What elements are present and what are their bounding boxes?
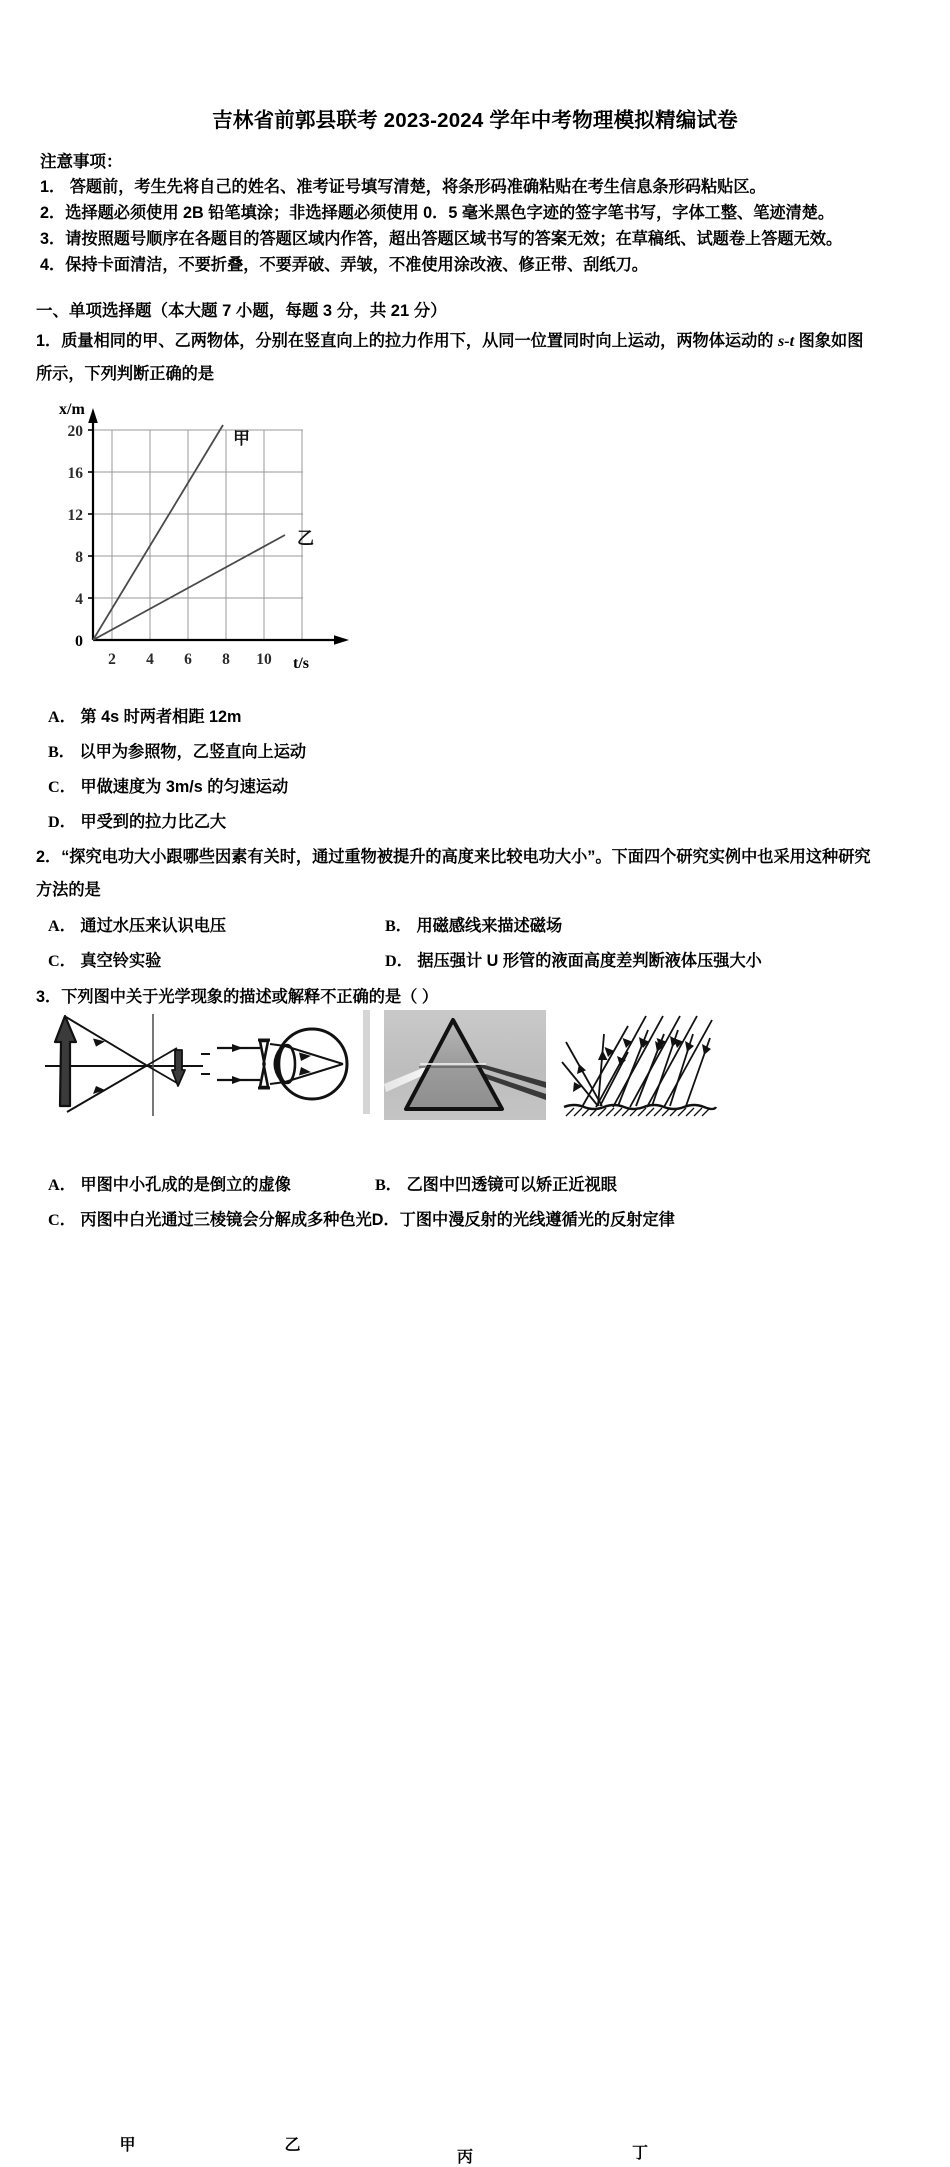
question-1-stem-italic: s-t — [777, 332, 795, 350]
option-text: 甲图中小孔成的是倒立的虚像 — [80, 1176, 291, 1194]
question-1-option-d[interactable] — [48, 808, 226, 832]
notice-item: 4．保持卡面清洁，不要折叠，不要弄破、弄皱，不准使用涂改液、修正带、刮纸刀。 — [40, 256, 648, 274]
option-text: 乙图中凹透镜可以矫正近视眼 — [406, 1176, 617, 1194]
adjacent-image-edge — [363, 1010, 370, 1114]
question-2-stem-text: “探究电功大小跟哪些因素有关时，通过重物被提升的高度来比较电功大小”。下面四个研究实例中也采用这种研究 — [61, 848, 871, 866]
x-axis-arrow — [334, 635, 349, 645]
question-1-option-a[interactable] — [48, 703, 241, 727]
question-2-stem-line-1 — [36, 843, 871, 867]
y-axis-arrow — [88, 408, 98, 423]
pinhole-camera-diagram — [45, 1008, 210, 1118]
ray-lower — [67, 1066, 146, 1112]
option-text: 据压强计 U 形管的液面高度差判断液体压强大小 — [417, 952, 762, 970]
option-label: A． — [48, 1176, 76, 1194]
question-3-stem — [36, 983, 438, 1007]
series-label-yi: 乙 — [297, 529, 314, 548]
question-1-stem-line-2: 所示，下列判断正确的是 — [36, 365, 215, 383]
eyeball — [277, 1029, 347, 1099]
ray-upper-extended — [146, 1065, 177, 1083]
option-label: C． — [48, 1211, 76, 1229]
x-tick-label-8: 8 — [222, 651, 230, 668]
grid-lines — [93, 430, 303, 640]
option-label: A． — [48, 917, 76, 935]
question-2-stem-line-2: 方法的是 — [36, 881, 101, 899]
notice-item: 2．选择题必须使用 2B 铅笔填涂；非选择题必须使用 0．5 毫米黑色字迹的签字笔书写，字体工整、笔迹清楚。 — [40, 204, 835, 222]
question-1-number: 1． — [36, 332, 62, 350]
option-text: 用磁感线来描述磁场 — [416, 917, 563, 935]
option-text: 甲做速度为 3m/s 的匀速运动 — [80, 778, 289, 796]
figure-caption-yi: 乙 — [284, 2137, 301, 2154]
question-1-stem-text-b: 图象如图 — [794, 332, 864, 350]
y-axis-label: x/m — [59, 401, 85, 418]
x-tick-label-6: 6 — [184, 651, 192, 668]
y-tick-label-4: 4 — [75, 591, 83, 608]
section-heading: 一、单项选择题（本大题 7 小题，每题 3 分，共 21 分） — [36, 302, 447, 320]
option-text: 丙图中白光通过三棱镜会分解成多种色光D．丁图中漫反射的光线遵循光的反射定律 — [80, 1211, 675, 1229]
eye-lens — [279, 1045, 295, 1083]
question-2-option-c[interactable] — [48, 947, 161, 971]
option-text: 通过水压来认识电压 — [80, 917, 227, 935]
option-label: B． — [375, 1176, 402, 1194]
x-tick-label-2: 2 — [108, 651, 116, 668]
eye-concave-lens-diagram — [215, 1008, 370, 1118]
pinhole-camera-svg — [45, 1008, 210, 1120]
option-text: 甲受到的拉力比乙大 — [80, 813, 227, 831]
origin-label: 0 — [75, 633, 83, 650]
incident-ray-top-arrowhead — [232, 1044, 243, 1052]
x-axis-label: t/s — [293, 655, 309, 672]
prism-dispersion-svg — [382, 1008, 548, 1130]
notice-item: 1． 答题前，考生先将自己的姓名、准考证号填写清楚，将条形码准确粘贴在考生信息条形码粘贴区。 — [40, 178, 766, 196]
eye-concave-lens-svg — [215, 1008, 370, 1120]
question-3-number: 3． — [36, 988, 62, 1006]
option-label: A． — [48, 708, 76, 726]
x-tick-label-4: 4 — [146, 651, 154, 668]
question-2-option-b[interactable] — [385, 912, 562, 936]
ray-lower-extended — [146, 1048, 177, 1066]
option-label: D． — [48, 813, 76, 831]
option-label: D． — [385, 952, 413, 970]
option-label: B． — [48, 743, 75, 761]
question-3-option-a[interactable] — [48, 1171, 291, 1195]
option-text: 以甲为参照物，乙竖直向上运动 — [79, 743, 307, 761]
object-arrow — [55, 1016, 76, 1106]
y-tick-label-16: 16 — [67, 465, 83, 482]
notice-heading: 注意事项： — [40, 153, 123, 171]
y-tick-label-12: 12 — [67, 507, 83, 524]
question-1-stem-line-1 — [36, 327, 926, 351]
x-tick-label-10: 10 — [256, 651, 272, 668]
figure-caption-ding: 丁 — [631, 2145, 648, 2162]
ray-upper — [66, 1017, 146, 1065]
question-3-option-b[interactable] — [375, 1171, 617, 1195]
incident-ray-bottom-arrowhead — [232, 1076, 243, 1084]
y-tick-label-8: 8 — [75, 549, 83, 566]
page-title: 吉林省前郭县联考 2023-2024 学年中考物理模拟精编试卷 — [212, 109, 738, 132]
diffuse-reflection-svg — [560, 1008, 720, 1126]
series-line-yi — [93, 535, 285, 640]
notice-list — [40, 174, 920, 278]
option-label: C． — [48, 778, 76, 796]
st-graph-svg — [45, 392, 385, 677]
option-text: 真空铃实验 — [80, 952, 162, 970]
notice-item: 3．请按照题号顺序在各题目的答题区域内作答，超出答题区域书写的答案无效；在草稿纸、试题卷上答题无效。 — [40, 230, 843, 248]
question-2-option-a[interactable] — [48, 912, 226, 936]
question-3-stem-text: 下列图中关于光学现象的描述或解释不正确的是（ ） — [61, 988, 439, 1006]
st-graph-figure — [45, 392, 385, 677]
question-2-number: 2． — [36, 848, 62, 866]
y-tick-label-20: 20 — [67, 423, 83, 440]
option-label: C． — [48, 952, 76, 970]
question-1-option-b[interactable] — [48, 738, 306, 762]
option-text: 第 4s 时两者相距 12m — [80, 708, 242, 726]
prism-dispersion-photo — [382, 1008, 548, 1130]
figure-caption-bing: 丙 — [456, 2149, 473, 2166]
option-label: B． — [385, 917, 412, 935]
figure-caption-jia: 甲 — [119, 2137, 136, 2154]
incident-rays-left — [562, 1042, 602, 1106]
question-1-option-c[interactable] — [48, 773, 288, 797]
question-3-option-c-d[interactable] — [48, 1206, 675, 1230]
question-1-stem-text-a: 质量相同的甲、乙两物体，分别在竖直向上的拉力作用下，从同一位置同时向上运动，两物体运动的 — [61, 332, 778, 350]
diffuse-reflection-diagram — [560, 1008, 720, 1126]
question-2-option-d[interactable] — [385, 947, 762, 971]
series-label-jia: 甲 — [233, 429, 250, 448]
